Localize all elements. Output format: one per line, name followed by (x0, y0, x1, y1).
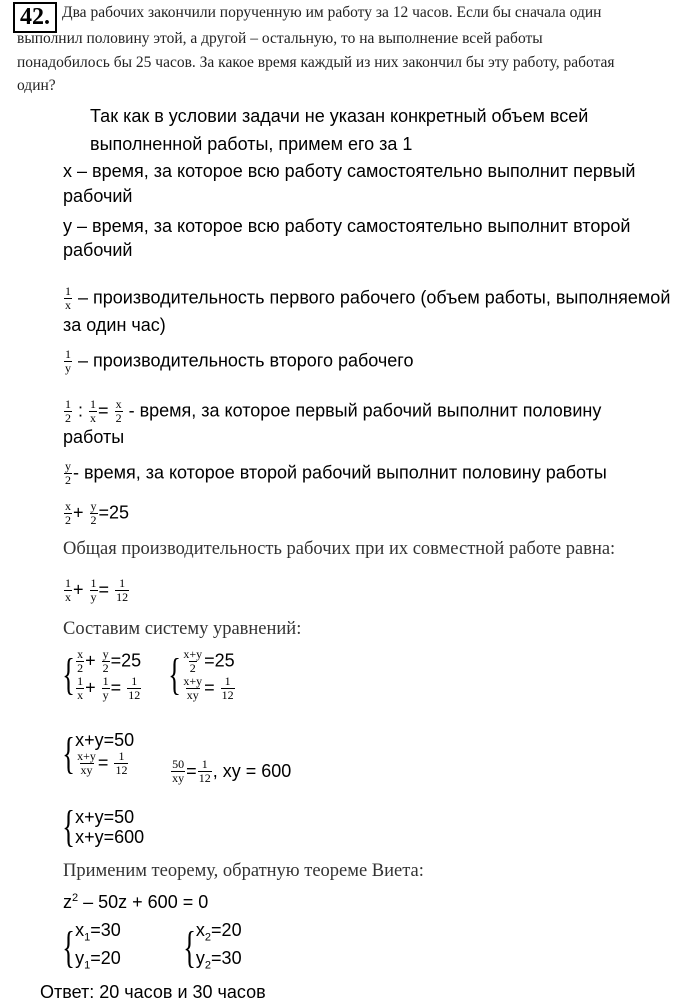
joint-productivity-text: Общая производительность рабочих при их совместной работе равна: (63, 539, 616, 559)
equation-system-4: { x+y=50 x+y=600 (62, 802, 145, 851)
intro-line: выполненной работы, примем его за 1 (90, 134, 413, 154)
intro-line: Так как в условии задачи не указан конкретный объем всей (90, 106, 589, 126)
roots: { $x_1=30$ $y_1=20$ { $x_2=20$ $y_2=30$ (62, 920, 242, 972)
system-text: Составим систему уравнений: (63, 619, 302, 639)
productivity-first-cont: за один час) (63, 315, 166, 335)
problem-line: выполнил половину этой, а другой – остальную, то на выполнение всей работы (17, 30, 543, 47)
problem-line: Два рабочих закончили порученную им работу за 12 часов. Если бы сначала один (62, 4, 602, 21)
half-time-first: $\frac{1}{2}$ : $\frac{1}{x}$ = $\frac{x}{2}$ - время, за которое первый рабочий выполнит половину (65, 397, 602, 425)
x-definition: x – время, за которое всю работу самостоятельно выполнит первый (63, 161, 636, 181)
productivity-first: $\frac{1}{x}$ – производительность первого рабочего (объем работы, выполняемой (65, 284, 671, 312)
equation-systems-1: { $\frac{x}{2}$ + $\frac{y}{2}$ =25 $\frac{1}{x}$ + $\frac{1}{y}$ = $\frac{1}{12}$ { $\frac{x+y}{2}$ =25 $\frac{x+y}{xy}$ = $\frac{1}{12}$ (62, 647, 235, 702)
y-definition: рабочий (63, 240, 133, 260)
problem-number: 42. (13, 2, 57, 33)
productivity-second: $\frac{1}{y}$ – производительность второго рабочего (65, 347, 414, 375)
equation-system-3: { x+y=50 $\frac{x+y}{xy}$ = $\frac{1}{12}$ $\frac{50}{xy}$ = $\frac{1}{12}$ , xy = 600 (62, 728, 292, 785)
half-time-first-cont: работы (63, 427, 125, 447)
vieta-text: Применим теорему, обратную теореме Виета: (63, 861, 424, 881)
problem-line: понадобилось бы 25 часов. За какое время каждый из них закончил бы эту работу, работая (17, 54, 615, 71)
equation-joint: $\frac{1}{x}$ + $\frac{1}{y}$ = $\frac{1}{12}$ (65, 576, 129, 604)
problem-line: один? (17, 77, 56, 94)
quadratic-equation: $z^2 - 50z + 600 = 0$ (63, 892, 209, 912)
x-definition: рабочий (63, 186, 133, 206)
answer: Ответ: 20 часов и 30 часов (40, 982, 266, 1002)
y-definition: y – время, за которое всю работу самостоятельно выполнит второй (63, 216, 631, 236)
equation-sum-halves: $\frac{x}{2}$ + $\frac{y}{2}$ =25 (65, 499, 130, 527)
half-time-second: $\frac{y}{2}$ - время, за которое второй рабочий выполнит половину работы (65, 459, 607, 487)
